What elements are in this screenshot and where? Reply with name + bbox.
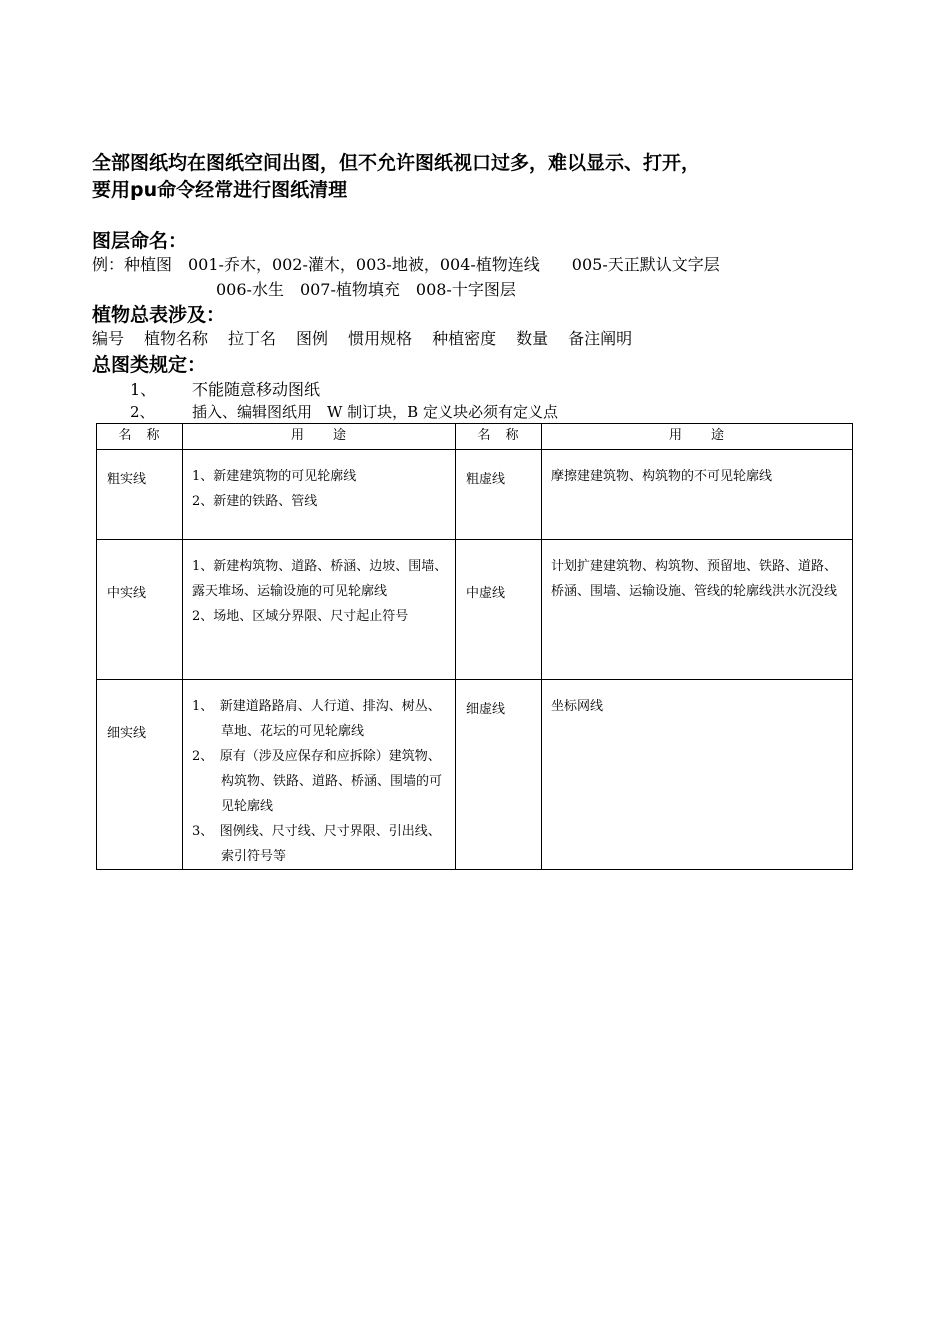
rule-2-number: 2、 xyxy=(130,403,155,421)
header-name-right: 名 称 xyxy=(456,424,542,450)
intro-line-1: 全部图纸均在图纸空间出图，但不允许图纸视口过多，难以显示、打开， xyxy=(92,152,701,174)
plant-col-latin: 拉丁名 xyxy=(228,329,277,348)
intro-line-2: 要用pu命令经常进行图纸清理 xyxy=(92,179,348,201)
line-uses-medium-solid xyxy=(183,540,456,680)
rule-1-number: 1、 xyxy=(130,380,157,399)
table-row xyxy=(97,680,853,870)
plant-col-spec: 惯用规格 xyxy=(348,329,413,348)
plant-col-notes: 备注阐明 xyxy=(568,329,633,348)
layer-naming-heading: 图层命名： xyxy=(92,230,188,252)
line-name-medium-solid: 中实线 xyxy=(97,540,183,680)
plant-col-name: 植物名称 xyxy=(144,329,209,348)
intro-paragraph xyxy=(92,150,700,204)
general-rules-heading: 总图类规定： xyxy=(92,354,207,376)
line-uses-thick-dashed: 摩擦建建筑物、构筑物的不可见轮廓线 xyxy=(542,450,853,540)
line-uses-medium-dashed: 计划扩建建筑物、构筑物、预留地、铁路、道路、桥涵、围墙、运输设施、管线的轮廓线洪水沉没线 xyxy=(542,540,853,680)
plant-table-heading: 植物总表涉及： xyxy=(92,304,226,326)
line-name-thick-solid: 粗实线 xyxy=(97,450,183,540)
use-item: 1、新建建筑物的可见轮廓线 xyxy=(192,469,357,484)
use-item: 2、新建的铁路、管线 xyxy=(192,494,318,509)
use-item: 1、新建构筑物、道路、桥涵、边坡、围墙、露天堆场、运输设施的可见轮廓线 xyxy=(192,559,448,599)
layer-naming-line-1: 例：种植图 001-乔木，002-灌木，003-地被，004-植物连线 005-天正默认文字层 xyxy=(92,255,720,274)
line-uses-thin-dashed: 坐标网线 xyxy=(542,680,853,870)
use-item: 3、 图例线、尺寸线、尺寸界限、引出线、索引符号等 xyxy=(192,824,441,864)
use-item: 2、场地、区域分界限、尺寸起止符号 xyxy=(192,609,409,624)
table-row xyxy=(97,450,853,540)
rule-1-text: 不能随意移动图纸 xyxy=(192,380,321,399)
layer-naming-line-2: 006-水生 007-植物填充 008-十字图层 xyxy=(216,280,516,299)
plant-table-columns xyxy=(92,326,652,349)
use-item: 2、 原有（涉及应保存和应拆除）建筑物、构筑物、铁路、道路、桥涵、围墙的可见轮廓线 xyxy=(192,749,443,814)
line-uses-thin-solid xyxy=(183,680,456,870)
line-name-thin-solid: 细实线 xyxy=(97,680,183,870)
line-name-thick-dashed: 粗虚线 xyxy=(456,450,542,540)
plant-col-density: 种植密度 xyxy=(432,329,497,348)
rule-2-text: 插入、编辑图纸用 W 制订块，B 定义块必须有定义点 xyxy=(192,403,558,421)
table-header-row xyxy=(97,424,853,450)
header-name-left: 名 称 xyxy=(97,424,183,450)
plant-col-number: 编号 xyxy=(92,329,125,348)
line-name-medium-dashed: 中虚线 xyxy=(456,540,542,680)
use-item: 1、 新建道路路肩、人行道、排沟、树丛、草地、花坛的可见轮廓线 xyxy=(192,699,441,739)
line-uses-thick-solid xyxy=(183,450,456,540)
line-name-thin-dashed: 细虚线 xyxy=(456,680,542,870)
header-use-right: 用 途 xyxy=(542,424,853,450)
line-type-table xyxy=(96,423,853,870)
header-use-left: 用 途 xyxy=(183,424,456,450)
table-row xyxy=(97,540,853,680)
plant-col-legend: 图例 xyxy=(296,329,329,348)
plant-col-quantity: 数量 xyxy=(516,329,549,348)
